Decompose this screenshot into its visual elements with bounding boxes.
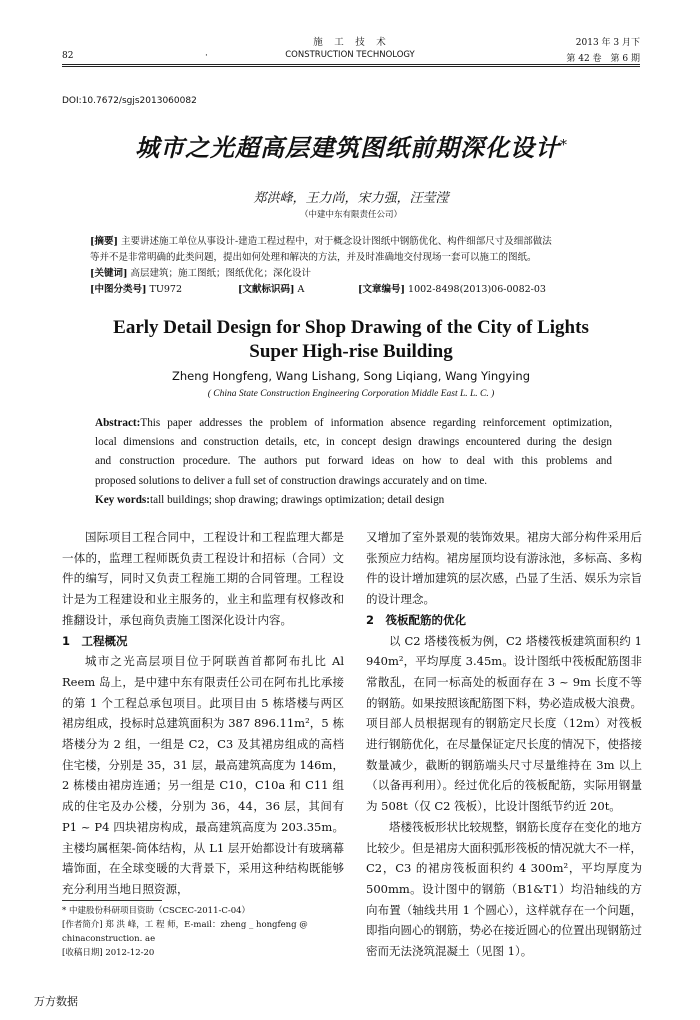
classification-row — [90, 282, 620, 298]
article-id-value: 1002-8498(2013)06-0082-03 — [408, 284, 546, 295]
title-en-line1: Early Detail Design for Shop Drawing of the City of Lights — [113, 317, 589, 338]
journal-name-cn: 施 工 技 术 — [313, 37, 387, 48]
doc-code-value: A — [297, 284, 305, 295]
keywords-cn-label: [关键词] — [90, 268, 128, 279]
abstract-en-line4: proposed solutions to deliver a full set of construction drawings accurately and on time. — [95, 474, 488, 487]
footnote-fund: * 中建股份科研项目资助（CSCEC-2011-C-04） — [62, 906, 251, 916]
keywords-cn-text: 高层建筑；施工图纸；图纸优化；深化设计 — [130, 268, 312, 279]
issue-date: 2013 年 3 月下 — [575, 38, 640, 48]
footnote-author-2: chinaconstruction. ae — [62, 934, 156, 944]
footnote-author-1: [作者简介] 郑 洪 峰，工 程 师，E-mail：zheng _ hongfeng @ — [62, 920, 308, 930]
abstract-cn — [90, 234, 620, 298]
affiliation-en: ( China State Construction Engineering Corporation Middle East L. L. C. ) — [207, 389, 495, 399]
footer-brand: 万方数据 — [34, 995, 78, 1008]
section-2-paragraph-1: 以 C2 塔楼筏板为例，C2 塔楼筏板建筑面积约 1 940m²，平均厚度 3.45m。设计图纸中筏板配筋图非常散乱，在同一标高处的板面存在 3 ~ 9m 长度不等的钢筋。如果按照该配筋图下料，势必造成极大浪费。项目部人员根据现有的钢筋定尺长度（12m）对筏板进行钢筋优化，在尽量保证定尺长度的情况下，使搭接数量减少，截断的钢筋端头尺寸尽量维持在 3m 以上（以备再利用）。经过优化后的筏板配筋，实际用钢量为 508t（仅 C2 筏板），比设计图纸节约近 20t。 — [366, 633, 642, 814]
section-1-heading: 1 工程概况 — [62, 633, 128, 648]
footnote-received: [收稿日期] 2012-12-20 — [62, 948, 155, 958]
abstract-en-line1: This paper addresses the problem of information absence regarding reinforcement optimization, — [140, 417, 612, 429]
header-rule-bottom — [62, 66, 640, 67]
section-1-paragraph: 城市之光高层项目位于阿联酋首都阿布扎比 Al Reem 岛上，是中建中东有限责任公司在阿布扎比承接的第 1 个工程总承包项目。此项目由 5 栋塔楼与两区裙房组成，投标时总建筑面积为 387 896.11m²，5 栋塔楼分为 2 组，一组是 C2，C3 及其裙房组成的高档住宅楼，分别是 35，31 层，最高建筑高度为 146m，2 栋楼由裙房连通；另一组是 C10，C10a 和 C11 组成的住宅及办公楼，分别为 36，44，36 层，其间有 P1 ~ P4 四块裙房构成，最高建筑高度为 203.35m。主楼均属框架-筒体结构，从 L1 层开始都设计有玻璃幕墙饰面，在全球变暖的大背景下，采用这种结构既能够充分利用当地日照资源， — [62, 654, 344, 896]
abstract-cn-label: [摘要] — [90, 236, 118, 247]
clc-label: [中图分类号] — [90, 284, 147, 295]
title-en — [62, 316, 640, 364]
title-cn-wrap — [62, 128, 640, 163]
abstract-cn-line1: 主要讲述施工单位从事设计-建造工程过程中，对于概念设计图纸中钢筋优化、构件细部尺寸及细部做法 — [121, 236, 552, 247]
clc-value: TU972 — [149, 284, 183, 295]
authors-en: Zheng Hongfeng, Wang Lishang, Song Liqiang, Wang Yingying — [171, 369, 531, 383]
abstract-en-label: Abstract: — [95, 417, 141, 429]
keywords-en-label: Key words: — [95, 493, 150, 506]
section-2-paragraph-2: 塔楼筏板形状比较规整，钢筋长度存在变化的地方比较少。但是裙房大面积弧形筏板的情况就大不一样，C2，C3 的裙房筏板面积约 4 300m²，平均厚度为 500mm。设计图中的钢筋（B1&T1）均沿轴线的方向布置（轴线共用 1 个圆心），这样就存在一个问题，即指向圆心的钢筋，势必在接近圆心的位置出现钢筋过密而无法浇筑混凝土（见图 1）。 — [366, 819, 642, 959]
journal-name-en: CONSTRUCTION TECHNOLOGY — [285, 50, 415, 60]
doc-code-label: [文献标识码] — [238, 284, 295, 295]
keywords-en-text: tall buildings; shop drawing; drawings optimization; detail design — [150, 493, 445, 506]
page-number: 82 — [62, 51, 74, 61]
affiliation-cn: （中建中东有限责任公司） — [299, 210, 402, 220]
title-footnote-mark: * — [560, 137, 567, 154]
article-id-label: [文章编号] — [358, 284, 405, 295]
title-en-line2: Super High-rise Building — [249, 341, 453, 362]
doi: DOI:10.7672/sgjs2013060082 — [62, 96, 197, 106]
header-rule-top — [62, 64, 640, 65]
abstract-en — [95, 414, 612, 510]
footnote-rule — [62, 900, 162, 901]
abstract-en-line2: local dimensions and construction details, etc, in concept design drawings encountered during the design — [95, 436, 612, 449]
title-cn: 城市之光超高层建筑图纸前期深化设计 — [135, 133, 560, 162]
section-2-heading: 2 筏板配筋的优化 — [366, 612, 467, 627]
abstract-en-line3: and construction procedure. The authors put forward ideas on how to deal with this problems and — [95, 455, 612, 468]
authors-cn: 郑洪峰，王力尚，宋力强，汪莹滢 — [253, 191, 449, 206]
abstract-cn-line2: 等并不是非常明确的此类问题，提出如何处理和解决的方法，并及时准确地交付现场一套可以施工的图纸。 — [90, 252, 537, 263]
volume-issue: 第 42 卷 第 6 期 — [566, 54, 640, 64]
left-column — [62, 527, 344, 900]
continued-paragraph: 又增加了室外景观的装饰效果。裙房大部分构件采用后张预应力结构。裙房屋顶均设有游泳池，多标高、多构件的设计增加建筑的层次感，凸显了生活、娱乐为宗旨的设计理念。 — [366, 530, 642, 607]
header-dot: · — [205, 51, 208, 61]
right-column — [366, 527, 642, 962]
intro-paragraph: 国际项目工程合同中，工程设计和工程监理大都是一体的，监理工程师既负责工程设计和招标（合同）文件的编写，同时又负责工程施工期的合同管理。工程设计是为工程建设和业主服务的，业主和监理有权修改和推翻设计，承包商负责施工图深化设计内容。 — [62, 530, 344, 627]
footnotes — [62, 904, 344, 960]
